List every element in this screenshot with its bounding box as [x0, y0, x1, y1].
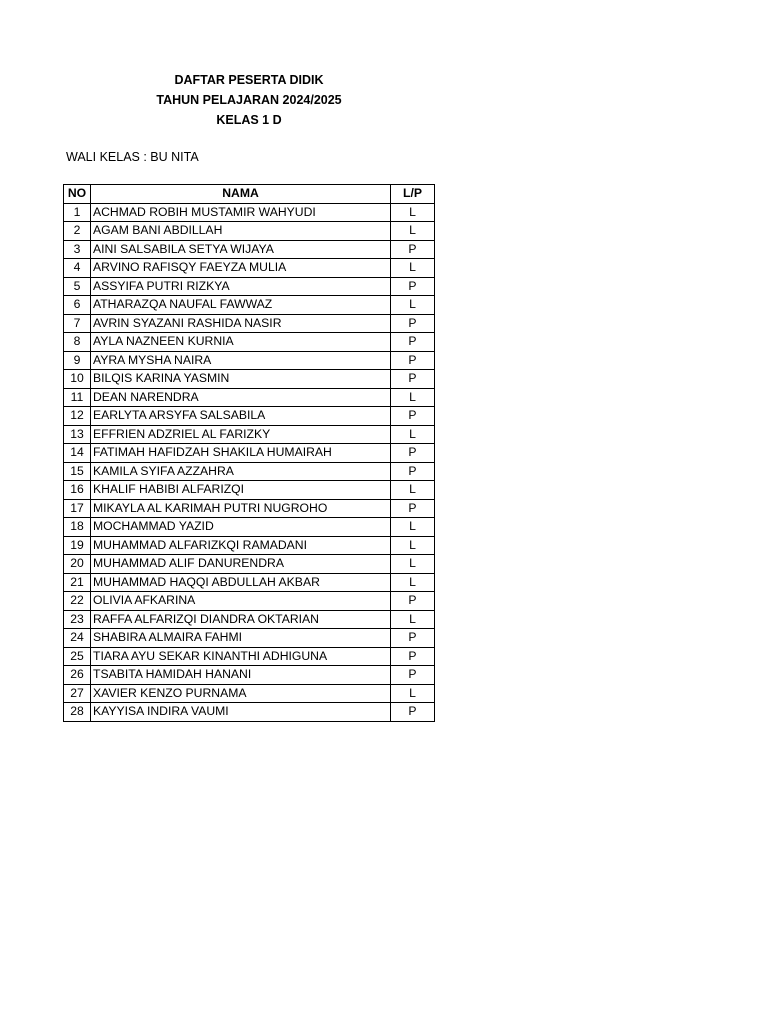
table-row: [64, 277, 435, 296]
cell-number: 14: [64, 444, 91, 463]
table-row: [64, 703, 435, 722]
cell-gender: P: [391, 444, 435, 463]
cell-number: 28: [64, 703, 91, 722]
table-row: [64, 388, 435, 407]
table-body: [64, 203, 435, 721]
student-table: [63, 184, 435, 722]
cell-student-name: KAYYISA INDIRA VAUMI: [91, 703, 391, 722]
table-row: [64, 203, 435, 222]
cell-student-name: AVRIN SYAZANI RASHIDA NASIR: [91, 314, 391, 333]
cell-student-name: AYLA NAZNEEN KURNIA: [91, 333, 391, 352]
table-row: [64, 573, 435, 592]
homeroom-teacher: WALI KELAS : BU NITA: [66, 150, 199, 164]
cell-gender: P: [391, 592, 435, 611]
cell-gender: L: [391, 684, 435, 703]
cell-number: 6: [64, 296, 91, 315]
table-header-row: [64, 185, 435, 204]
table-row: [64, 555, 435, 574]
cell-student-name: AINI SALSABILA SETYA WIJAYA: [91, 240, 391, 259]
table-row: [64, 666, 435, 685]
cell-student-name: RAFFA ALFARIZQI DIANDRA OKTARIAN: [91, 610, 391, 629]
cell-number: 12: [64, 407, 91, 426]
cell-gender: P: [391, 277, 435, 296]
table-row: [64, 351, 435, 370]
cell-gender: P: [391, 666, 435, 685]
table-row: [64, 370, 435, 389]
cell-number: 8: [64, 333, 91, 352]
cell-number: 22: [64, 592, 91, 611]
column-header-name: NAMA: [91, 185, 391, 204]
cell-student-name: MUHAMMAD ALIF DANURENDRA: [91, 555, 391, 574]
cell-student-name: ARVINO RAFISQY FAEYZA MULIA: [91, 259, 391, 278]
cell-number: 24: [64, 629, 91, 648]
table-row: [64, 222, 435, 241]
table-row: [64, 629, 435, 648]
cell-number: 16: [64, 481, 91, 500]
cell-number: 17: [64, 499, 91, 518]
cell-gender: L: [391, 555, 435, 574]
table-row: [64, 481, 435, 500]
cell-number: 27: [64, 684, 91, 703]
cell-student-name: AYRA MYSHA NAIRA: [91, 351, 391, 370]
cell-student-name: XAVIER KENZO PURNAMA: [91, 684, 391, 703]
cell-gender: P: [391, 333, 435, 352]
cell-gender: L: [391, 518, 435, 537]
cell-gender: L: [391, 610, 435, 629]
cell-student-name: TIARA AYU SEKAR KINANTHI ADHIGUNA: [91, 647, 391, 666]
table-row: [64, 647, 435, 666]
cell-gender: L: [391, 481, 435, 500]
cell-student-name: FATIMAH HAFIDZAH SHAKILA HUMAIRAH: [91, 444, 391, 463]
cell-student-name: TSABITA HAMIDAH HANANI: [91, 666, 391, 685]
table-row: [64, 407, 435, 426]
cell-student-name: AGAM BANI ABDILLAH: [91, 222, 391, 241]
cell-student-name: MUHAMMAD HAQQI ABDULLAH AKBAR: [91, 573, 391, 592]
cell-number: 4: [64, 259, 91, 278]
academic-year: TAHUN PELAJARAN 2024/2025: [156, 93, 342, 107]
cell-student-name: ATHARAZQA NAUFAL FAWWAZ: [91, 296, 391, 315]
cell-gender: L: [391, 259, 435, 278]
table-row: [64, 684, 435, 703]
table-row: [64, 296, 435, 315]
cell-gender: L: [391, 222, 435, 241]
cell-student-name: SHABIRA ALMAIRA FAHMI: [91, 629, 391, 648]
table-row: [64, 518, 435, 537]
cell-gender: L: [391, 296, 435, 315]
cell-number: 2: [64, 222, 91, 241]
cell-gender: L: [391, 388, 435, 407]
table-row: [64, 259, 435, 278]
cell-gender: P: [391, 703, 435, 722]
cell-student-name: ACHMAD ROBIH MUSTAMIR WAHYUDI: [91, 203, 391, 222]
cell-gender: P: [391, 240, 435, 259]
table-row: [64, 592, 435, 611]
table-row: [64, 536, 435, 555]
table-row: [64, 240, 435, 259]
table-row: [64, 462, 435, 481]
cell-student-name: EFFRIEN ADZRIEL AL FARIZKY: [91, 425, 391, 444]
cell-student-name: KAMILA SYIFA AZZAHRA: [91, 462, 391, 481]
cell-student-name: DEAN NARENDRA: [91, 388, 391, 407]
cell-number: 25: [64, 647, 91, 666]
cell-student-name: MIKAYLA AL KARIMAH PUTRI NUGROHO: [91, 499, 391, 518]
cell-number: 10: [64, 370, 91, 389]
cell-number: 23: [64, 610, 91, 629]
cell-number: 9: [64, 351, 91, 370]
cell-number: 1: [64, 203, 91, 222]
cell-number: 18: [64, 518, 91, 537]
cell-number: 3: [64, 240, 91, 259]
cell-gender: L: [391, 536, 435, 555]
cell-number: 13: [64, 425, 91, 444]
cell-student-name: OLIVIA AFKARINA: [91, 592, 391, 611]
cell-number: 5: [64, 277, 91, 296]
cell-gender: L: [391, 203, 435, 222]
column-header-no: NO: [64, 185, 91, 204]
document-title: DAFTAR PESERTA DIDIK: [174, 73, 324, 87]
table-row: [64, 499, 435, 518]
cell-number: 20: [64, 555, 91, 574]
cell-number: 26: [64, 666, 91, 685]
cell-student-name: BILQIS KARINA YASMIN: [91, 370, 391, 389]
table-row: [64, 610, 435, 629]
document-header: [64, 70, 434, 130]
cell-student-name: EARLYTA ARSYFA SALSABILA: [91, 407, 391, 426]
cell-gender: P: [391, 370, 435, 389]
cell-student-name: ASSYIFA PUTRI RIZKYA: [91, 277, 391, 296]
cell-number: 19: [64, 536, 91, 555]
cell-gender: P: [391, 499, 435, 518]
cell-student-name: KHALIF HABIBI ALFARIZQI: [91, 481, 391, 500]
table-row: [64, 425, 435, 444]
cell-gender: P: [391, 647, 435, 666]
cell-gender: P: [391, 407, 435, 426]
table-row: [64, 444, 435, 463]
cell-gender: L: [391, 573, 435, 592]
column-header-gender: L/P: [391, 185, 435, 204]
cell-gender: P: [391, 629, 435, 648]
cell-gender: P: [391, 462, 435, 481]
cell-student-name: MOCHAMMAD YAZID: [91, 518, 391, 537]
cell-number: 7: [64, 314, 91, 333]
table-row: [64, 333, 435, 352]
cell-gender: L: [391, 425, 435, 444]
table-row: [64, 314, 435, 333]
cell-student-name: MUHAMMAD ALFARIZKQI RAMADANI: [91, 536, 391, 555]
cell-number: 15: [64, 462, 91, 481]
cell-gender: P: [391, 351, 435, 370]
cell-gender: P: [391, 314, 435, 333]
cell-number: 11: [64, 388, 91, 407]
class-name: KELAS 1 D: [216, 113, 282, 127]
cell-number: 21: [64, 573, 91, 592]
